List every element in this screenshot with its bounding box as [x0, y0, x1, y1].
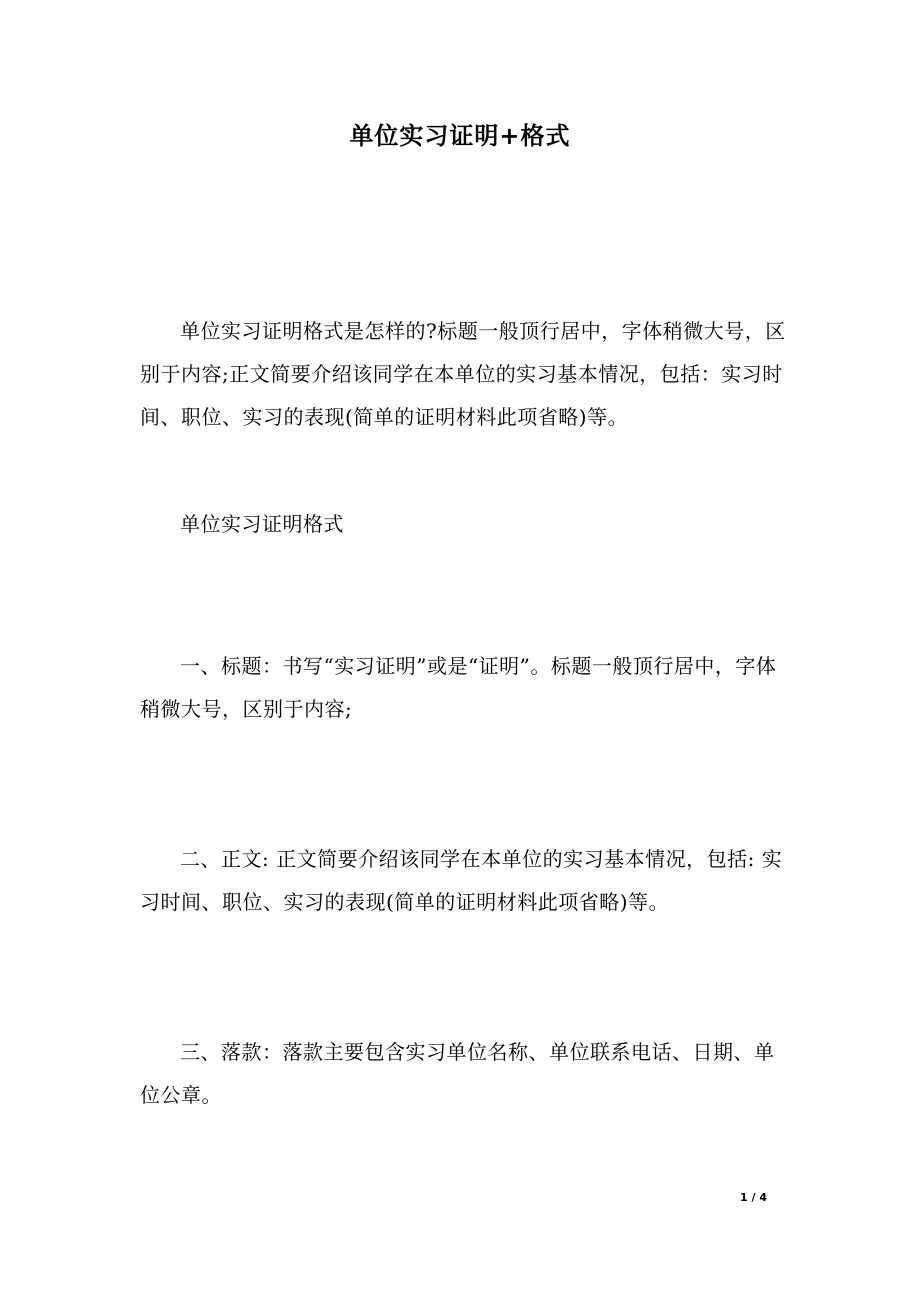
document-title: 单位实习证明+格式: [349, 122, 571, 150]
page-number: 1 / 4: [740, 1191, 767, 1204]
paragraph-section-heading: 单位实习证明格式: [180, 512, 344, 536]
paragraph-intro: 单位实习证明格式是怎样的?标题一般顶行居中，字体稍微大号，区别于内容;正文简要介绍该同学在本单位的实习基本情况，包括：实习时间、职位、实习的表现(简单的证明材料此项省略)等。: [140, 319, 786, 429]
paragraph-title-rule: 一、标题：书写“实习证明”或是“证明”。标题一般顶行居中，字体稍微大号，区别于内容;: [140, 654, 777, 721]
paragraph-signature-rule: 三、落款：落款主要包含实习单位名称、单位联系电话、日期、单位公章。: [140, 1040, 775, 1107]
paragraph-body-rule: 二、正文: 正文简要介绍该同学在本单位的实习基本情况，包括: 实习时间、职位、实习的表现(简单的证明材料此项省略)等。: [140, 847, 783, 914]
